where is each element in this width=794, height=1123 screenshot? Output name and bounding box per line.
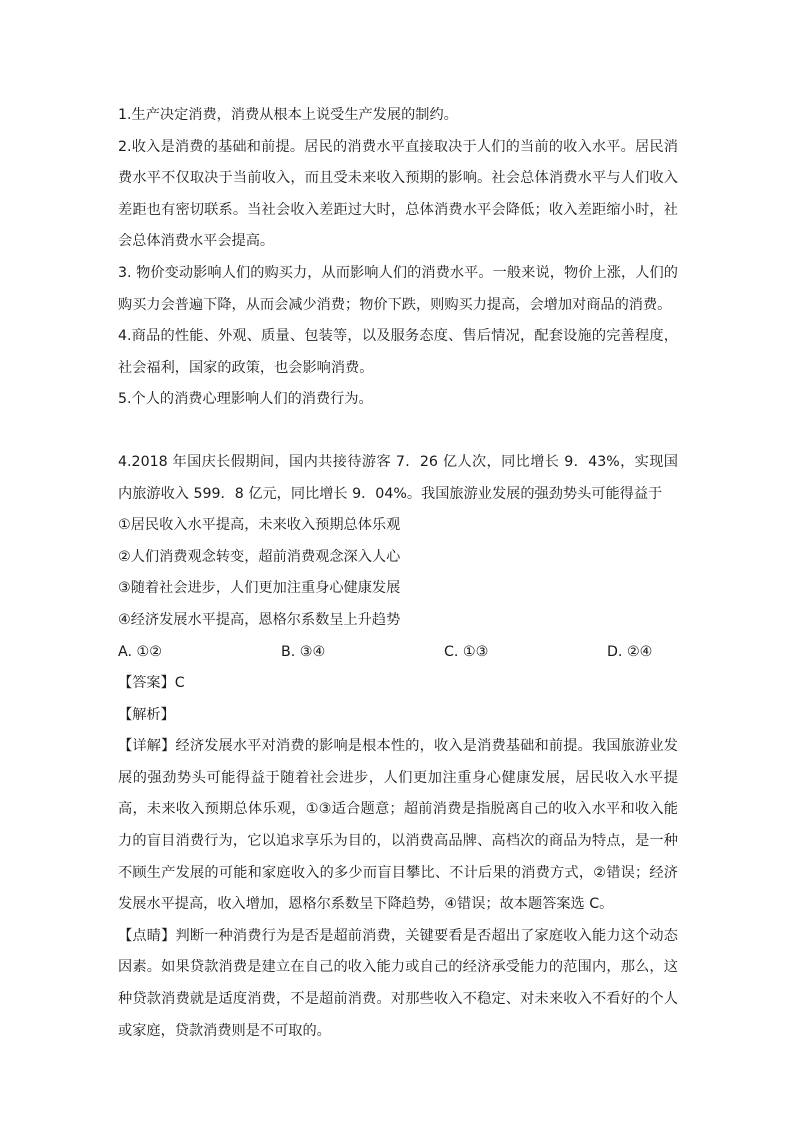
knowledge-point-2: 2.收入是消费的基础和前提。居民的消费水平直接取决于人们的当前的收入水平。居民消费水平不仅取决于当前收入，而且受未来收入预期的影响。社会总体消费水平与人们收入差距也有密切联系。当社会收入差距过大时，总体消费水平会降低；收入差距缩小时，社会总体消费水平会提高。: [118, 138, 678, 250]
statement-4: ④经济发展水平提高，恩格尔系数呈上升趋势: [118, 611, 401, 628]
knowledge-point-4: 4.商品的性能、外观、质量、包装等，以及服务态度、售后情况，配套设施的完善程度，社会福利，国家的政策，也会影响消费。: [118, 328, 678, 376]
detail-explanation: 【详解】经济发展水平对消费的影响是根本性的，收入是消费基础和前提。我国旅游业发展的强劲势头可能得益于随着社会进步，人们更加注重身心健康发展，居民收入水平提高，未来收入预期总体乐观，①③适合题意；超前消费是指脱离自己的收入水平和收入能力的盲目消费行为，它以追求享乐为目的，以消费高品牌、高档次的商品为特点，是一种不顾生产发展的可能和家庭收入的多少而盲目攀比、不计后果的消费方式，②错误；经济发展水平提高，收入增加，恩格尔系数呈下降趋势，④错误；故本题答案选 C。: [118, 738, 678, 913]
section-gap: [118, 416, 678, 447]
option-d: D. ②④: [607, 643, 653, 660]
statement-2: ②人们消费观念转变，超前消费观念深入人心: [118, 548, 401, 565]
option-b: B. ③④: [281, 643, 326, 660]
document-page: [118, 100, 678, 1047]
question-stem: 4.2018 年国庆长假期间，国内共接待游客 7．26 亿人次，同比增长 9．43%，实现国内旅游收入 599．8 亿元，同比增长 9．04%。我国旅游业发展的强劲势头可能得益于: [118, 453, 678, 502]
knowledge-point-1: 1.生产决定消费，消费从根本上说受生产发展的制约。: [118, 107, 458, 123]
answer-line: 【答案】C: [118, 675, 185, 692]
statement-1: ①居民收入水平提高，未来收入预期总体乐观: [118, 517, 401, 534]
knowledge-point-3: 3. 物价变动影响人们的购买力，从而影响人们的消费水平。一般来说，物价上涨，人们的购买力会普遍下降，从而会减少消费；物价下跌，则购买力提高，会增加对商品的消费。: [118, 264, 678, 313]
knowledge-point-5: 5.个人的消费心理影响人们的消费行为。: [118, 391, 373, 408]
answer-options: [118, 637, 678, 669]
statement-3: ③随着社会进步，人们更加注重身心健康发展: [118, 580, 401, 597]
analysis-heading: 【解析】: [118, 706, 175, 723]
tip-explanation: 【点睛】判断一种消费行为是否是超前消费，关键要看是否超出了家庭收入能力这个动态因素。如果贷款消费是建立在自己的收入能力或自己的经济承受能力的范围内，那么，这种贷款消费就是适度消费，不是超前消费。对那些收入不稳定、对未来收入不看好的个人或家庭，贷款消费则是不可取的。: [118, 927, 678, 1039]
option-a: A. ①②: [118, 643, 162, 660]
option-c: C. ①③: [444, 643, 489, 660]
